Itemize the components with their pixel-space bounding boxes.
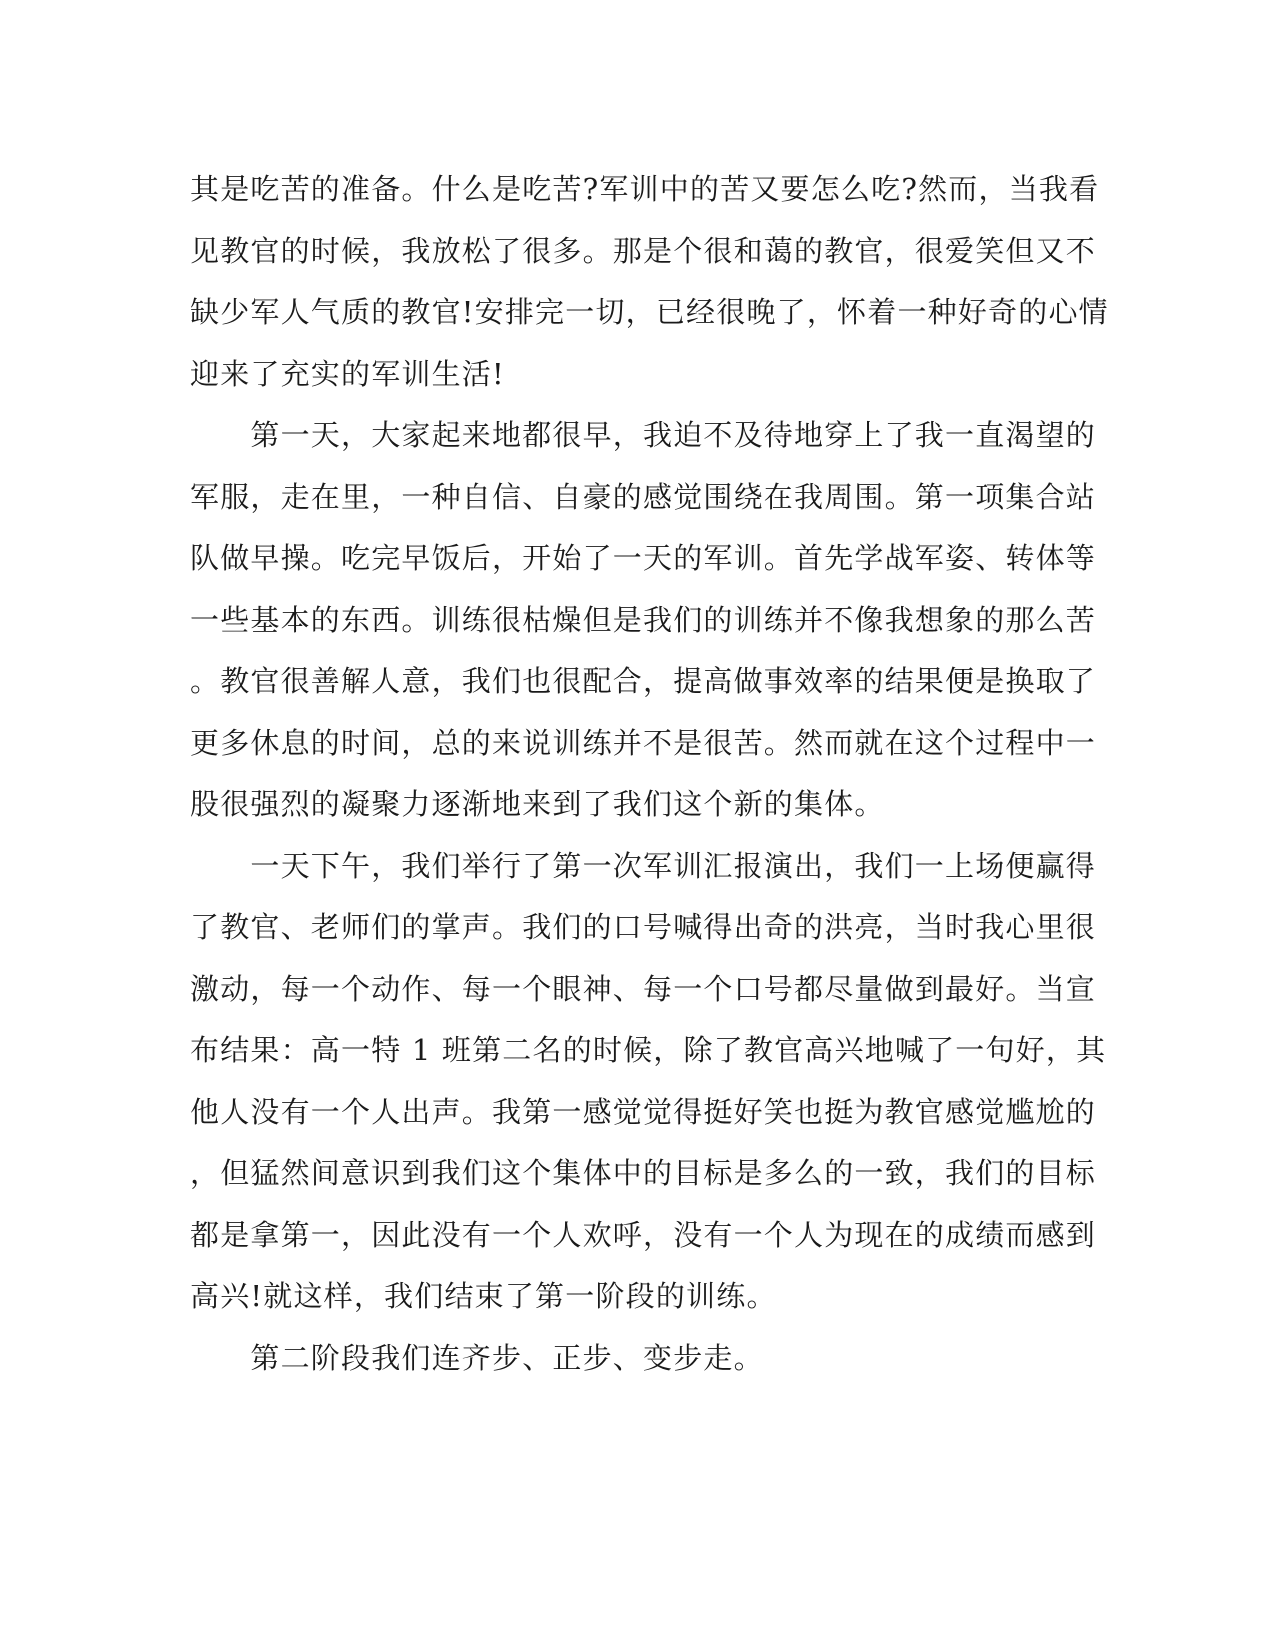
- text-line: 一些基本的东西。训练很枯燥但是我们的训练并不像我想象的那么苦: [190, 602, 1097, 637]
- text-line: 了教官、老师们的掌声。我们的口号喊得出奇的洪亮，当时我心里很: [190, 910, 1097, 944]
- text-line: 迎来了充实的军训生活!: [190, 356, 505, 391]
- text-line: ，但猛然间意识到我们这个集体中的目标是多么的一致，我们的目标: [190, 1156, 1097, 1190]
- text-line: 都是拿第一，因此没有一个人欢呼，没有一个人为现在的成绩而感到: [190, 1217, 1097, 1252]
- text-line: 军服，走在里，一种自信、自豪的感觉围绕在我周围。第一项集合站: [190, 479, 1097, 514]
- text-line: 他人没有一个人出声。我第一感觉觉得挺好笑也挺为教官感觉尴尬的: [190, 1094, 1097, 1129]
- text-line: 一天下午，我们举行了第一次军训汇报演出，我们一上场便赢得: [190, 848, 1097, 883]
- text-line: 更多休息的时间，总的来说训练并不是很苦。然而就在这个过程中一: [190, 725, 1097, 760]
- text-line: 第二阶段我们连齐步、正步、变步走。: [190, 1340, 764, 1375]
- text-line: 第一天，大家起来地都很早，我迫不及待地穿上了我一直渴望的: [190, 418, 1097, 452]
- text-line: 股很强烈的凝聚力逐渐地来到了我们这个新的集体。: [190, 787, 885, 821]
- text-line: 其是吃苦的准备。什么是吃苦?军训中的苦又要怎么吃?然而，当我看: [190, 172, 1100, 206]
- text-line: 队做早操。吃完早饭后，开始了一天的军训。首先学战军姿、转体等: [190, 541, 1097, 575]
- text-line: 缺少军人气质的教官!安排完一切，已经很晚了，怀着一种好奇的心情: [190, 295, 1109, 329]
- text-line: 见教官的时候，我放松了很多。那是个很和蔼的教官，很爱笑但又不: [190, 233, 1097, 268]
- text-line: 布结果：高一特 1 班第二名的时候，除了教官高兴地喊了一句好，其: [190, 1033, 1107, 1067]
- text-line: 高兴!就这样，我们结束了第一阶段的训练。: [190, 1279, 777, 1313]
- text-line: 。教官很善解人意，我们也很配合，提高做事效率的结果便是换取了: [190, 664, 1097, 698]
- text-line: 激动，每一个动作、每一个眼神、每一个口号都尽量做到最好。当宣: [190, 971, 1097, 1006]
- body-text: [190, 159, 1109, 1389]
